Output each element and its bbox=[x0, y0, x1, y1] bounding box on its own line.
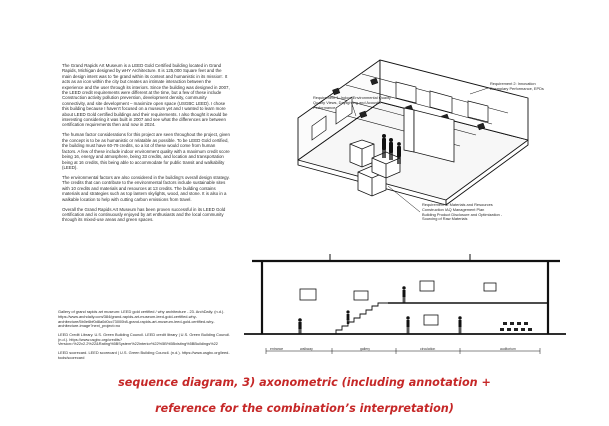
paragraph-intro: The Grand Rapids Art Museum is a LEED Gold Certified building located in Grand Rapids, Michigan designed by wHY Architecture. It is 125,000 Square feet and the main design intent was to 'be grand within its context and humanistic in its mission'. It acts as an icon within the city but creates an intimate interaction between the experience and the user through its interiors. Since the building was designed in 2007, the LEED credit requirements were different at the time, but a few of these include Construction activity pollution prevention, development density, community connectivity, and site development – maximize open space (USGBC LEED). I chose this building because I haven't focused on a museum yet and I wanted to learn more about LEED Gold certified buildings and their requirements. I also thought it would be interesting considering it was built in 2007 and see what the differences are between certification requirements then and now in 2024. bbox=[62, 63, 230, 128]
sequence-label-walkway: walkway bbox=[300, 347, 313, 351]
reference-archdaily: Gallery of grand rapids art museum: LEED gold certified / why architecture - 23. ArchDaily. (n.d.). https://www.archdaily.com/384/grand-rapids-art-museum-leed-gold-certified-why-architecture/5b0e6bf0d8a0d0cc73000b8-grand-rapids-art-museum-leed-gold-certified-why-architecture-image?next_project=no bbox=[58, 309, 225, 329]
sequence-label-entrance: entrance bbox=[270, 347, 284, 351]
paragraph-environmental: The environmental factors are also considered in the building's overall design strategy. The credits that can contribute to the environmental factors include sustainable sites with 10 credits and materials and resources at 13 credits. The building contains materials and strategies such as top lantern skylights, wood, and stone. It is also in a walkable location to help with cutting carbon emissions from travel. bbox=[62, 174, 230, 202]
annotation-requirement-2: Requirement 2: Innovation Exemplary Performance, EPDs bbox=[490, 81, 544, 91]
paragraph-human-factors: The human factor considerations for this project are seen throughout the project, given the concept is to be as humanistic or relatable as possible. To be LEED Gold certified, the building must have 60-79 credits, so a lot of these would come from human factors. A few of these include indoor environment quality with a maximum credit score being 16, energy and atmosphere, being 33 credits, and location and transportation being at 16 credits, this being able to accommodate for public transit and walkability (LEED). bbox=[62, 132, 230, 170]
annotation-requirement-1: Requirement 1: Indoor Environmental Quality Quality Views, Daylighting and Acoustic Performance bbox=[313, 95, 391, 110]
paragraph-overall: Overall the Grand Rapids Art Museum has been proven successful in its LEED Gold certification and is continuously enjoyed by art enthusiasts and the local community through its mixed-use areas and green spaces. bbox=[62, 206, 226, 223]
annotation-requirement-3: Requirement 3: Materials and Resources Construction IAQ Management Plan Building Product Disclosure and Optimization - Sourcing of Raw Materials bbox=[422, 202, 503, 222]
sequence-label-auditorium: auditorium bbox=[500, 347, 516, 351]
sequence-label-circulation: circulation bbox=[420, 347, 436, 351]
reference-leed-scorecard: LEED scorecard. LEED scorecard | U.S. Green Building Council. (n.d.). https://www.usgbc.org/leed-tools/scorecard bbox=[58, 349, 230, 360]
caption-line-2: reference for the combination’s interpretation) bbox=[155, 402, 454, 415]
reference-leed-credit-library: LEED Credit Library. U.S. Green Building Council. LEED credit library | U.S. Green Building Council. (n.d.). https://www.usgbc.org/credits?Version=%22v2.2%22&Rating%5BSystem%22interior%22%5B%5Bxisting%5BBuildings%22 bbox=[58, 331, 231, 347]
caption-line-1: sequence diagram, 3) axonometric (including annotation + bbox=[118, 376, 491, 389]
sequence-label-gallery: gallery bbox=[360, 347, 370, 351]
